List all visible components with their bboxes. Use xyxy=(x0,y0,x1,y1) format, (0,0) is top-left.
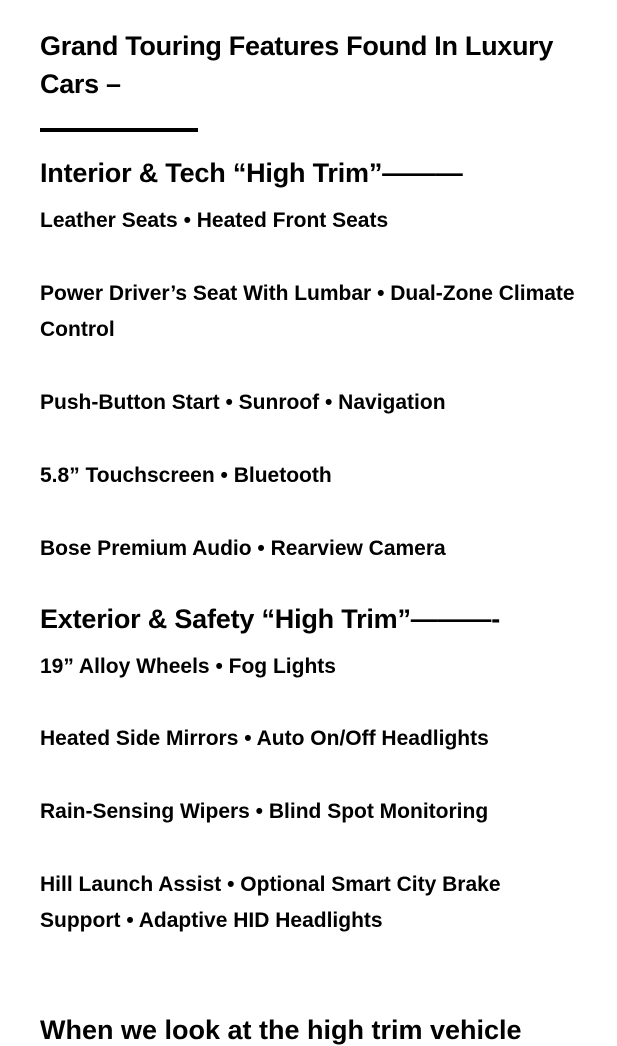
partially-visible-paragraph: When we look at the high trim vehicle xyxy=(40,1015,522,1045)
feature-line: Power Driver’s Seat With Lumbar • Dual-Zone Climate Control xyxy=(40,282,575,341)
feature-line: 19” Alloy Wheels • Fog Lights xyxy=(40,655,336,678)
title-underline-divider xyxy=(40,128,198,132)
section-heading-exterior-safety: Exterior & Safety “High Trim”———- xyxy=(40,604,500,634)
feature-line: Push-Button Start • Sunroof • Navigation xyxy=(40,391,446,414)
feature-line: Hill Launch Assist • Optional Smart City Brake Support • Adaptive HID Headlights xyxy=(40,873,501,932)
feature-line: 5.8” Touchscreen • Bluetooth xyxy=(40,464,332,487)
section-heading-interior-tech: Interior & Tech “High Trim”——— xyxy=(40,158,463,188)
page-title: Grand Touring Features Found In Luxury Cars – xyxy=(40,31,554,99)
feature-line: Rain-Sensing Wipers • Blind Spot Monitoring xyxy=(40,800,489,823)
feature-line: Heated Side Mirrors • Auto On/Off Headlights xyxy=(40,727,489,750)
feature-line: Leather Seats • Heated Front Seats xyxy=(40,209,389,232)
feature-line: Bose Premium Audio • Rearview Camera xyxy=(40,537,446,560)
